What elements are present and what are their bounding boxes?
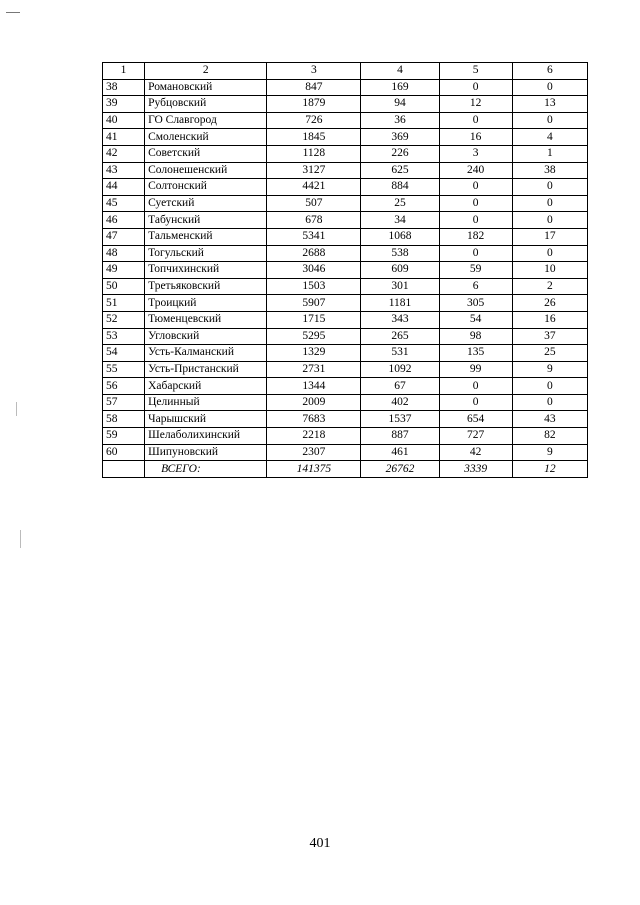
table-cell: 54 — [103, 345, 145, 362]
table-cell: 5907 — [267, 295, 361, 312]
table-header-row — [103, 63, 588, 80]
table-row — [103, 394, 588, 411]
table-cell: 169 — [361, 79, 439, 96]
table-cell: 38 — [512, 162, 587, 179]
table-cell: 1068 — [361, 228, 439, 245]
table-body — [103, 63, 588, 478]
table-cell: Рубцовский — [145, 96, 267, 113]
table-cell: 37 — [512, 328, 587, 345]
table-cell: 2 — [512, 278, 587, 295]
table-cell: 9 — [512, 444, 587, 461]
header-cell: 4 — [361, 63, 439, 80]
table-cell: 60 — [103, 444, 145, 461]
table-cell: 0 — [512, 212, 587, 229]
table-cell: 12 — [439, 96, 512, 113]
table-cell: 507 — [267, 195, 361, 212]
table-cell: 1344 — [267, 378, 361, 395]
table-row — [103, 79, 588, 96]
table-cell: Советский — [145, 145, 267, 162]
table-row — [103, 444, 588, 461]
table-cell: 49 — [103, 262, 145, 279]
table-cell: 7683 — [267, 411, 361, 428]
table-cell: 609 — [361, 262, 439, 279]
table-cell: 0 — [439, 195, 512, 212]
table-row — [103, 411, 588, 428]
header-cell: 6 — [512, 63, 587, 80]
table-cell: 40 — [103, 112, 145, 129]
table-cell: 727 — [439, 428, 512, 445]
table-cell: 25 — [361, 195, 439, 212]
table-cell: 305 — [439, 295, 512, 312]
table-cell: 1181 — [361, 295, 439, 312]
table-cell: 2307 — [267, 444, 361, 461]
table-cell: 0 — [512, 112, 587, 129]
table-row — [103, 245, 588, 262]
table-cell: 52 — [103, 311, 145, 328]
table-cell: 51 — [103, 295, 145, 312]
table-cell: 1879 — [267, 96, 361, 113]
table-cell: 55 — [103, 361, 145, 378]
table-cell: 3127 — [267, 162, 361, 179]
table-cell: Смоленский — [145, 129, 267, 146]
table-cell: Шипуновский — [145, 444, 267, 461]
table-cell: 45 — [103, 195, 145, 212]
table-cell: 1503 — [267, 278, 361, 295]
table-cell: 42 — [103, 145, 145, 162]
table-cell: 53 — [103, 328, 145, 345]
table-cell: Солонешенский — [145, 162, 267, 179]
table-cell: 0 — [439, 245, 512, 262]
table-cell: Солтонский — [145, 179, 267, 196]
total-cell — [103, 461, 145, 478]
table-cell: 48 — [103, 245, 145, 262]
total-cell: 3339 — [439, 461, 512, 478]
table-cell: 182 — [439, 228, 512, 245]
table-cell: 56 — [103, 378, 145, 395]
table-cell: 2218 — [267, 428, 361, 445]
table-cell: 16 — [512, 311, 587, 328]
table-cell: Троицкий — [145, 295, 267, 312]
table-cell: 887 — [361, 428, 439, 445]
table-cell: 1329 — [267, 345, 361, 362]
table-cell: 1092 — [361, 361, 439, 378]
table-cell: 461 — [361, 444, 439, 461]
scan-speck — [16, 402, 17, 416]
table-cell: Тюменцевский — [145, 311, 267, 328]
table-cell: 531 — [361, 345, 439, 362]
table-cell: 654 — [439, 411, 512, 428]
table-cell: 135 — [439, 345, 512, 362]
table-cell: 99 — [439, 361, 512, 378]
table-row — [103, 179, 588, 196]
table-cell: 43 — [103, 162, 145, 179]
table-cell: 41 — [103, 129, 145, 146]
table-cell: 6 — [439, 278, 512, 295]
table-cell: 4 — [512, 129, 587, 146]
table-row — [103, 96, 588, 113]
table-row — [103, 428, 588, 445]
table-cell: 16 — [439, 129, 512, 146]
table-row — [103, 328, 588, 345]
table-total-row — [103, 461, 588, 478]
table-cell: Хабарский — [145, 378, 267, 395]
table-cell: Угловский — [145, 328, 267, 345]
table-cell: 38 — [103, 79, 145, 96]
scan-speck — [20, 530, 21, 548]
table-cell: Тальменский — [145, 228, 267, 245]
table-cell: 82 — [512, 428, 587, 445]
table-cell: 1715 — [267, 311, 361, 328]
table-cell: 67 — [361, 378, 439, 395]
header-cell: 2 — [145, 63, 267, 80]
table-cell: 36 — [361, 112, 439, 129]
table-cell: 3 — [439, 145, 512, 162]
table-cell: 0 — [439, 179, 512, 196]
table-cell: 0 — [512, 378, 587, 395]
table-cell: Тогульский — [145, 245, 267, 262]
table-cell: 0 — [512, 245, 587, 262]
table-cell: 4421 — [267, 179, 361, 196]
table-row — [103, 295, 588, 312]
table-cell: 98 — [439, 328, 512, 345]
table-cell: 847 — [267, 79, 361, 96]
table-cell: 0 — [439, 112, 512, 129]
table-cell: 0 — [439, 212, 512, 229]
district-table — [102, 62, 588, 478]
table-cell: 343 — [361, 311, 439, 328]
table-cell: Чарышский — [145, 411, 267, 428]
table-row — [103, 345, 588, 362]
table-cell: 226 — [361, 145, 439, 162]
total-cell: ВСЕГО: — [145, 461, 267, 478]
table-cell: 13 — [512, 96, 587, 113]
table-row — [103, 212, 588, 229]
table-cell: 50 — [103, 278, 145, 295]
table-cell: 17 — [512, 228, 587, 245]
table-cell: 5295 — [267, 328, 361, 345]
table-cell: 26 — [512, 295, 587, 312]
table-cell: 2688 — [267, 245, 361, 262]
total-cell: 12 — [512, 461, 587, 478]
table-cell: Романовский — [145, 79, 267, 96]
table-cell: 1537 — [361, 411, 439, 428]
table-cell: 884 — [361, 179, 439, 196]
table-row — [103, 311, 588, 328]
table-cell: 25 — [512, 345, 587, 362]
table-cell: 625 — [361, 162, 439, 179]
table-row — [103, 361, 588, 378]
table-cell: Суетский — [145, 195, 267, 212]
table-cell: 0 — [439, 378, 512, 395]
table-row — [103, 145, 588, 162]
header-cell: 5 — [439, 63, 512, 80]
table-cell: 59 — [103, 428, 145, 445]
table-cell: 94 — [361, 96, 439, 113]
table-cell: 10 — [512, 262, 587, 279]
table-cell: ГО Славгород — [145, 112, 267, 129]
table-cell: 46 — [103, 212, 145, 229]
table-cell: 5341 — [267, 228, 361, 245]
table-row — [103, 378, 588, 395]
page-number: 401 — [309, 836, 331, 851]
table-row — [103, 262, 588, 279]
table-cell: 1845 — [267, 129, 361, 146]
table-row — [103, 195, 588, 212]
table-row — [103, 278, 588, 295]
table-cell: 301 — [361, 278, 439, 295]
table-cell: 43 — [512, 411, 587, 428]
header-cell: 1 — [103, 63, 145, 80]
table-row — [103, 112, 588, 129]
header-cell: 3 — [267, 63, 361, 80]
table-cell: 726 — [267, 112, 361, 129]
table-cell: 59 — [439, 262, 512, 279]
total-cell: 141375 — [267, 461, 361, 478]
table-cell: 39 — [103, 96, 145, 113]
scan-speck — [6, 12, 20, 13]
table-cell: Целинный — [145, 394, 267, 411]
table-cell: 1128 — [267, 145, 361, 162]
table-cell: 265 — [361, 328, 439, 345]
table-cell: Табунский — [145, 212, 267, 229]
table-cell: 34 — [361, 212, 439, 229]
table-row — [103, 162, 588, 179]
table-cell: 0 — [439, 394, 512, 411]
table-cell: 3046 — [267, 262, 361, 279]
table-cell: 1 — [512, 145, 587, 162]
table-cell: 9 — [512, 361, 587, 378]
table-cell: 2731 — [267, 361, 361, 378]
table-cell: Усть-Пристанский — [145, 361, 267, 378]
total-cell: 26762 — [361, 461, 439, 478]
table-cell: 57 — [103, 394, 145, 411]
table-cell: 0 — [512, 179, 587, 196]
table-row — [103, 129, 588, 146]
table-cell: 678 — [267, 212, 361, 229]
table-cell: 0 — [512, 79, 587, 96]
table-cell: 44 — [103, 179, 145, 196]
table-cell: 240 — [439, 162, 512, 179]
table-cell: 0 — [439, 79, 512, 96]
table-cell: 58 — [103, 411, 145, 428]
table-cell: 42 — [439, 444, 512, 461]
table-cell: 54 — [439, 311, 512, 328]
table-cell: 0 — [512, 394, 587, 411]
table-cell: Топчихинский — [145, 262, 267, 279]
table-cell: 538 — [361, 245, 439, 262]
table-cell: Усть-Калманский — [145, 345, 267, 362]
table-cell: 369 — [361, 129, 439, 146]
table-row — [103, 228, 588, 245]
table-cell: Третьяковский — [145, 278, 267, 295]
table-cell: 47 — [103, 228, 145, 245]
table-cell: 0 — [512, 195, 587, 212]
table-cell: 2009 — [267, 394, 361, 411]
table-cell: Шелаболихинский — [145, 428, 267, 445]
table-cell: 402 — [361, 394, 439, 411]
